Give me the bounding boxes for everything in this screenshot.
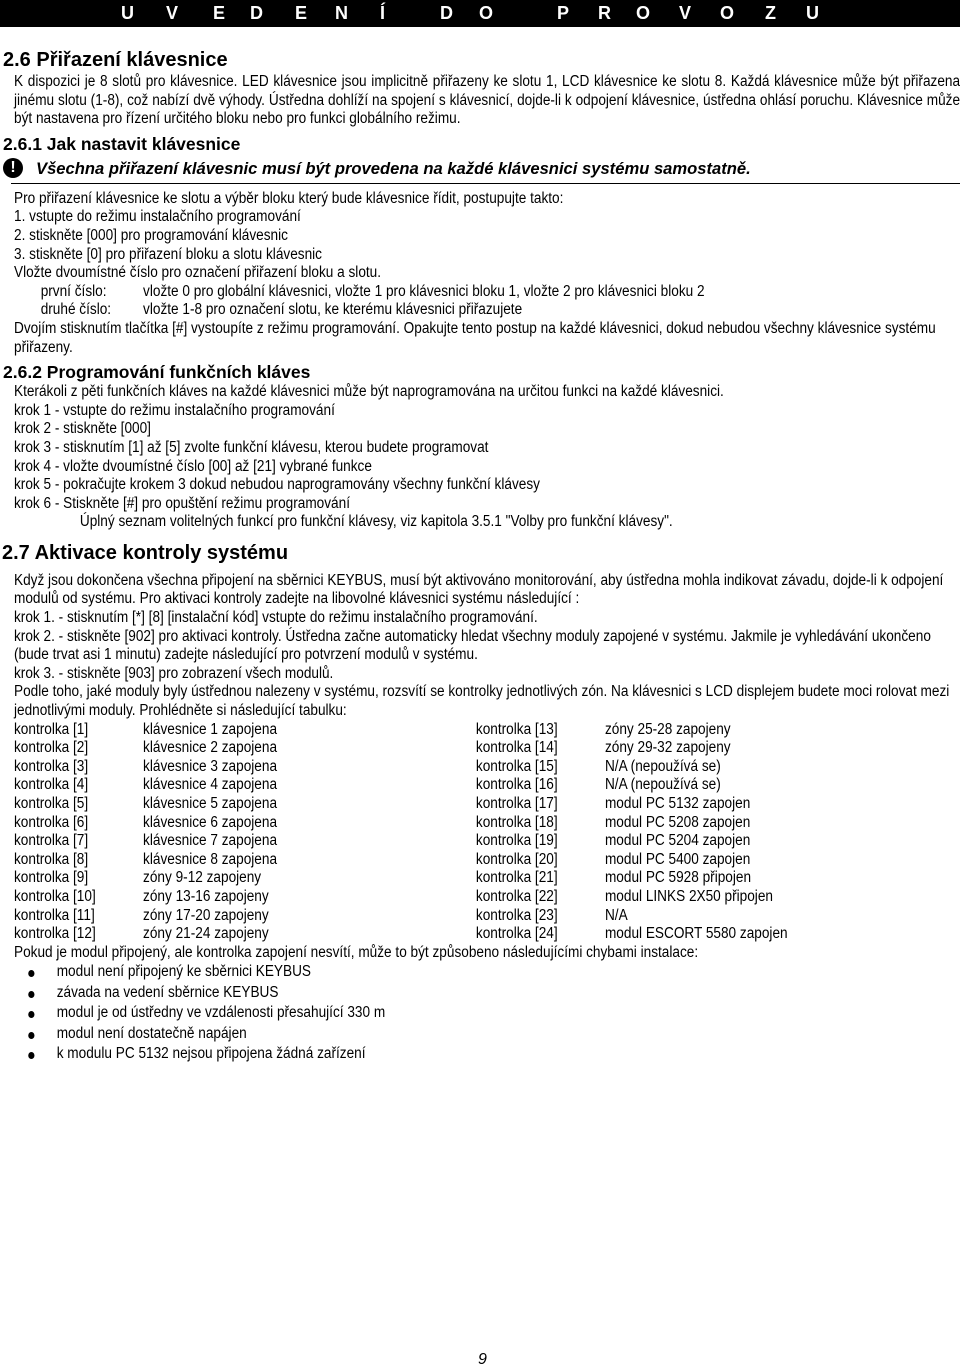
indicator-label: kontrolka [19] xyxy=(475,832,558,850)
indicator-meaning: modul PC 5400 zapojen xyxy=(604,850,751,868)
header-letter: D xyxy=(250,3,263,23)
indicator-label: kontrolka [22] xyxy=(475,887,558,905)
first-digit-row xyxy=(14,283,960,302)
header-letter: V xyxy=(166,3,179,23)
table-row xyxy=(14,739,960,758)
list-item xyxy=(14,1003,960,1024)
table-row xyxy=(14,758,960,777)
indicator-label: kontrolka [10] xyxy=(14,887,96,905)
indicator-label: kontrolka [24] xyxy=(475,925,558,943)
header-letter: U xyxy=(121,3,134,23)
indicator-label: kontrolka [6] xyxy=(14,813,89,831)
error-text: modul není dostatečně napájen xyxy=(56,1024,247,1042)
header-letter: N xyxy=(335,3,348,23)
first-digit-text: vložte 0 pro globální klávesnici, vložte 1 pro klávesnici bloku 1, vložte 2 pro klávesnici bloku 2 xyxy=(143,282,705,300)
indicator-label: kontrolka [20] xyxy=(475,850,558,868)
indicator-meaning: zóny 21-24 zapojeny xyxy=(143,925,269,943)
indicator-label: kontrolka [16] xyxy=(475,776,558,794)
indicator-label: kontrolka [8] xyxy=(14,850,89,868)
second-digit-row xyxy=(14,301,960,320)
section-2-6-paragraph: K dispozici je 8 slotů pro klávesnice. LED klávesnice jsou implicitně přiřazeny ke slotu 1, LCD klávesnice ke slotu 8. Každá klávesnice může být přiřazena jinému slotu (1-8), což nabízí dvě výhody. Ústředna dohlíží na spojení s klávesnicí, dojde-li k odpojení klávesnice, ústředna ohlásí poruchu. Klávesnice může být nastavena pro řízení určitého bloku nebo pro funkci globálního režimu. xyxy=(14,73,960,128)
header-letter: R xyxy=(598,3,611,23)
list-item xyxy=(14,983,960,1004)
section-title-2-7: 2.7 Aktivace kontroly systému xyxy=(2,541,289,564)
indicator-label: kontrolka [17] xyxy=(475,795,558,812)
step-1: krok 1. - stisknutím [*] [8] [instalační kód] vstupte do režimu instalačního programování. xyxy=(14,609,538,627)
header-letter: V xyxy=(679,3,692,23)
table-row xyxy=(14,776,960,795)
header-letter: P xyxy=(557,3,570,23)
error-text: modul je od ústředny ve vzdálenosti přesahující 330 m xyxy=(56,1004,386,1022)
indicator-meaning: modul PC 5132 zapojen xyxy=(604,795,751,812)
indicator-label: kontrolka [3] xyxy=(14,757,89,775)
page-number: 9 xyxy=(478,1351,487,1368)
text-line: Vložte dvoumístné číslo pro označení přiřazení bloku a slotu. xyxy=(14,264,382,282)
header-letter: O xyxy=(479,3,494,23)
function-keys-note: Úplný seznam volitelných funkcí pro funkční klávesy, viz kapitola 3.5.1 "Volby pro funkční klávesy". xyxy=(79,513,673,531)
table-row xyxy=(14,814,960,833)
indicator-meaning: klávesnice 7 zapojena xyxy=(143,832,278,850)
text-line: krok 3 - stisknutím [1] až [5] zvolte funkční klávesu, kterou budete programovat xyxy=(14,438,489,456)
bullet-icon xyxy=(28,1032,34,1039)
indicator-meaning: klávesnice 1 zapojena xyxy=(143,720,278,738)
section-title-2-6: 2.6 Přiřazení klávesnice xyxy=(3,49,228,71)
header-letter: D xyxy=(440,3,453,23)
indicator-label: kontrolka [14] xyxy=(475,739,558,757)
indicator-meaning: zóny 9-12 zapojeny xyxy=(143,869,262,887)
section-2-6-1-steps xyxy=(14,190,960,357)
text-line: krok 4 - vložte dvoumístné číslo [00] až [21] vybrané funkce xyxy=(14,457,372,475)
warning-text: Všechna přiřazení klávesnic musí být provedena na každé klávesnici systému samostatně. xyxy=(36,158,751,178)
header-letter: Z xyxy=(765,3,776,23)
indicator-label: kontrolka [11] xyxy=(14,906,95,924)
table-intro: Podle toho, jaké moduly byly ústřednou nalezeny v systému, rozsvítí se kontrolky jednotlivých zón. Na klávesnici s LCD displejem budete moci rolovat mezi jednotlivými moduly. Prohlédněte si následující tabulku: xyxy=(14,683,950,720)
table-row xyxy=(14,888,960,907)
second-digit-text: vložte 1-8 pro označení slotu, ke kterému klávesnici přiřazujete xyxy=(143,301,523,319)
section-2-7-intro: Když jsou dokončena všechna připojení na sběrnici KEYBUS, musí být aktivováno monitorování, aby ústředna mohla indikovat závadu, dojde-li k odpojení modulů od systému. Pro aktivaci kontroly zadejte na libovolné klávesnici systému následující : xyxy=(14,571,944,608)
header-letter: U xyxy=(806,3,819,23)
text-line: Kterákoli z pěti funkčních kláves na každé klávesnici může být naprogramována na určitou funkci na každé klávesnici. xyxy=(14,383,724,401)
indicator-meaning: N/A (nepoužívá se) xyxy=(604,776,721,794)
section-2-6-2-steps xyxy=(14,383,960,532)
indicator-meaning: klávesnice 2 zapojena xyxy=(143,739,278,757)
indicator-table xyxy=(14,721,960,944)
bullet-icon xyxy=(28,1052,34,1059)
bullet-icon xyxy=(28,991,34,998)
header-letter: E xyxy=(295,3,308,23)
indicator-meaning: zóny 29-32 zapojeny xyxy=(604,739,731,757)
indicator-label: kontrolka [23] xyxy=(475,906,558,924)
page-content xyxy=(2,45,960,1065)
indicator-meaning: zóny 25-28 zapojeny xyxy=(604,720,731,738)
indicator-label: kontrolka [2] xyxy=(14,739,89,757)
chapter-header-bar xyxy=(0,0,960,27)
warning-note xyxy=(3,157,960,184)
table-row xyxy=(14,795,960,814)
indicator-label: kontrolka [7] xyxy=(14,832,89,850)
text-line: krok 2 - stiskněte [000] xyxy=(14,420,151,438)
indicator-label: kontrolka [1] xyxy=(14,720,89,738)
indicator-label: kontrolka [9] xyxy=(14,869,89,887)
header-letter: O xyxy=(720,3,735,23)
indicator-meaning: N/A xyxy=(604,906,628,924)
indicator-meaning: klávesnice 4 zapojena xyxy=(143,776,278,794)
indicator-meaning: klávesnice 3 zapojena xyxy=(143,757,278,775)
indicator-label: kontrolka [12] xyxy=(14,925,96,943)
indicator-meaning: klávesnice 6 zapojena xyxy=(143,813,278,831)
bullet-icon xyxy=(28,970,34,977)
indicator-label: kontrolka [21] xyxy=(475,869,558,887)
list-item xyxy=(14,962,960,983)
section-title-2-6-2: 2.6.2 Programování funkčních kláves xyxy=(3,362,311,383)
indicator-label: kontrolka [15] xyxy=(475,757,558,775)
indicator-label: kontrolka [4] xyxy=(14,776,89,794)
section-title-2-6-1: 2.6.1 Jak nastavit klávesnice xyxy=(3,133,241,154)
indicator-meaning: modul LINKS 2X50 připojen xyxy=(604,887,773,905)
indicator-meaning: zóny 13-16 zapojeny xyxy=(143,887,269,905)
text-line: Pro přiřazení klávesnice ke slotu a výběr bloku který bude klávesnice řídit, postupujte takto: xyxy=(14,189,564,207)
indicator-meaning: modul PC 5208 zapojen xyxy=(604,813,751,831)
error-text: modul není připojený ke sběrnici KEYBUS xyxy=(56,963,311,981)
table-row xyxy=(14,925,960,944)
header-letter: Í xyxy=(380,3,386,23)
indicator-label: kontrolka [18] xyxy=(475,813,558,831)
text-line: krok 6 - Stiskněte [#] pro opuštění režimu programování xyxy=(14,494,350,512)
indicator-meaning: klávesnice 5 zapojena xyxy=(143,795,278,812)
table-row xyxy=(14,721,960,740)
indicator-meaning: modul PC 5204 zapojen xyxy=(604,832,751,850)
indicator-meaning: modul PC 5928 připojen xyxy=(604,869,752,887)
exclamation-icon: ! xyxy=(3,158,23,178)
error-text: k modulu PC 5132 nejsou připojena žádná zařízení xyxy=(56,1045,366,1063)
list-item xyxy=(14,1044,960,1065)
section-2-7-body xyxy=(14,572,960,1065)
text-line: krok 1 - vstupte do režimu instalačního programování xyxy=(14,401,335,419)
indicator-label: kontrolka [13] xyxy=(475,720,558,738)
section-2-6-1-closing: Dvojím stisknutím tlačítka [#] vystoupíte z režimu programování. Opakujte tento postup na každé klávesnici, dokud nebudou všechny klávesnice systému přiřazeny. xyxy=(14,319,936,356)
indicator-meaning: N/A (nepoužívá se) xyxy=(604,757,721,775)
errors-list xyxy=(14,962,960,1065)
step-3: krok 3. - stiskněte [903] pro zobrazení všech modulů. xyxy=(14,664,334,682)
step-2: krok 2. - stiskněte [902] pro aktivaci kontroly. Ústředna začne automaticky hledat všechny moduly zapojené v systému. Jakmile je vyhledávání ukončeno (bude trvat asi 1 minutu) zadejte následující pro potvrzení modulů v systému. xyxy=(14,627,931,664)
list-item xyxy=(14,1024,960,1045)
table-row xyxy=(14,832,960,851)
warning-underline xyxy=(11,183,960,184)
text-line: krok 5 - pokračujte krokem 3 dokud nebudou naprogramovány všechny funkční klávesy xyxy=(14,476,540,494)
indicator-meaning: modul ESCORT 5580 zapojen xyxy=(604,925,788,943)
table-row xyxy=(14,869,960,888)
bullet-icon xyxy=(28,1011,34,1018)
second-digit-label: druhé číslo: xyxy=(40,301,112,319)
table-row xyxy=(14,851,960,870)
header-letter: O xyxy=(636,3,651,23)
indicator-meaning: zóny 17-20 zapojeny xyxy=(143,906,269,924)
text-line: 1. vstupte do režimu instalačního programování xyxy=(14,208,301,226)
indicator-meaning: klávesnice 8 zapojena xyxy=(143,850,278,868)
indicator-label: kontrolka [5] xyxy=(14,795,89,812)
text-line: 3. stiskněte [0] pro přiřazení bloku a slotu klávesnic xyxy=(14,245,322,263)
header-letter: E xyxy=(213,3,226,23)
errors-intro: Pokud je modul připojený, ale kontrolka zapojení nesvítí, může to být způsobeno následujícími chybami instalace: xyxy=(14,943,699,961)
first-digit-label: první číslo: xyxy=(40,282,107,300)
error-text: závada na vedení sběrnice KEYBUS xyxy=(56,983,279,1001)
table-row xyxy=(14,907,960,926)
text-line: 2. stiskněte [000] pro programování klávesnic xyxy=(14,226,288,244)
